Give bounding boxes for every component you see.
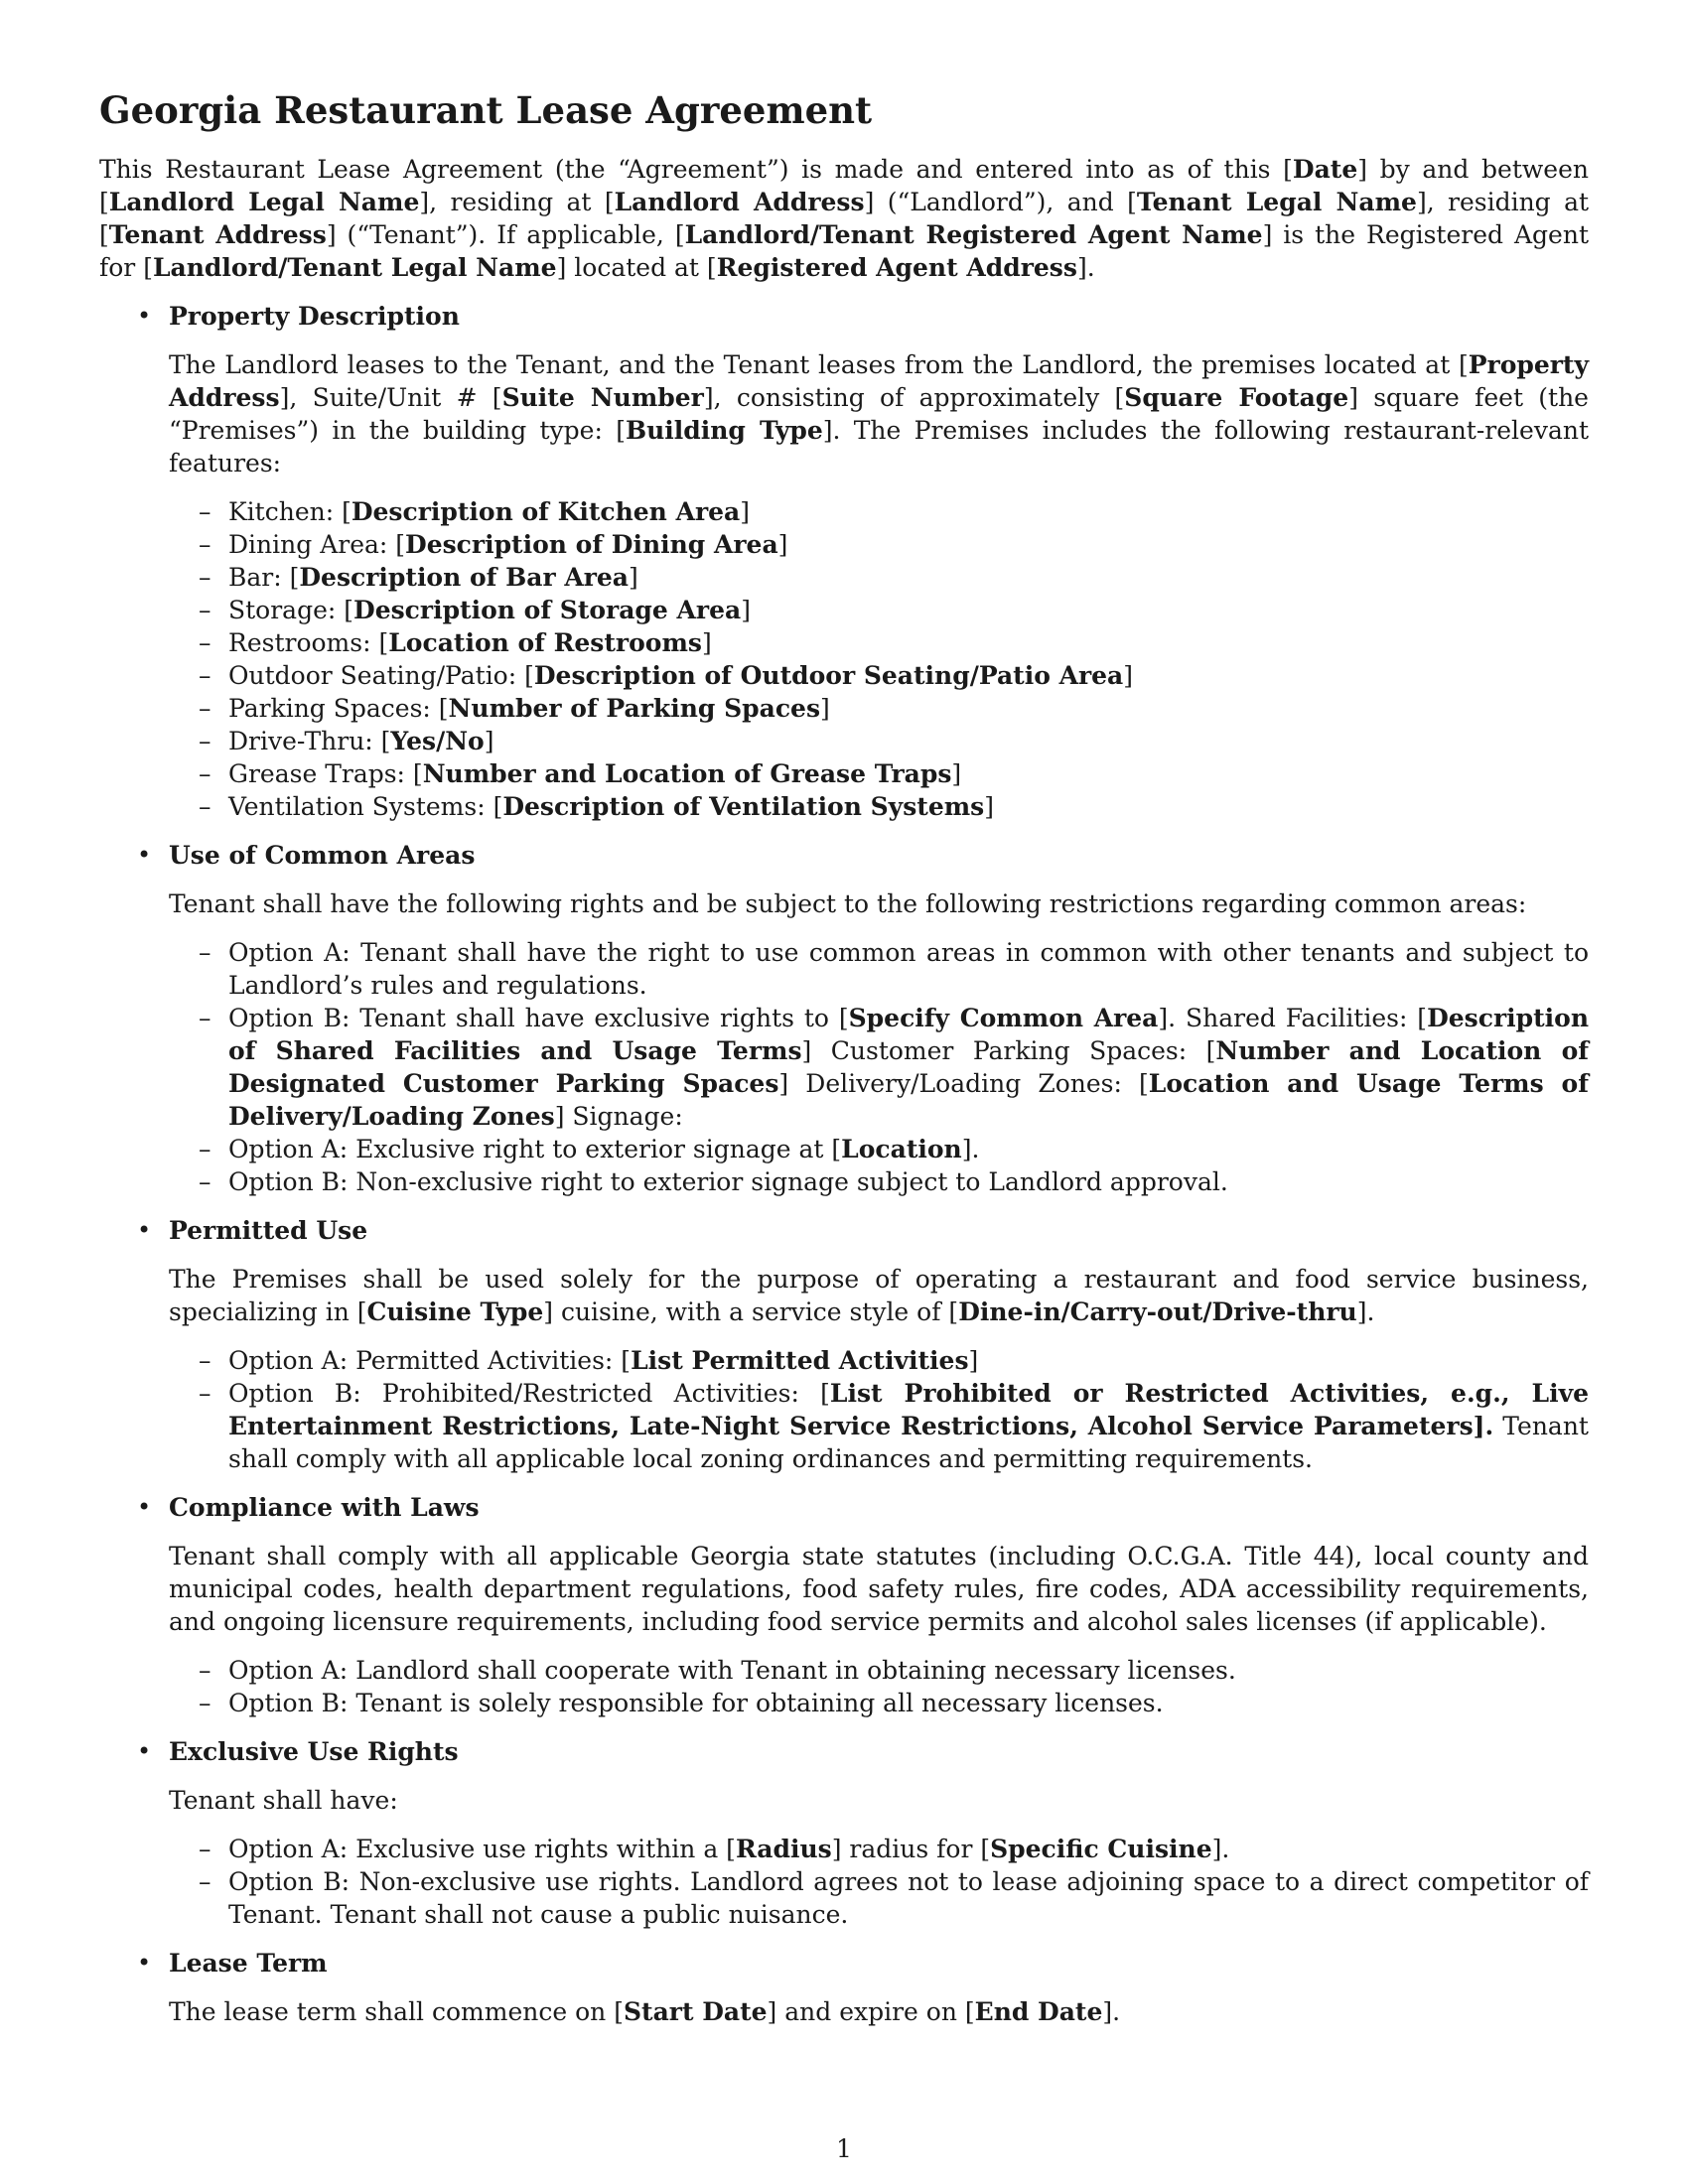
list-item [169,1865,1589,1931]
dash-marker: – [199,1867,211,1896]
section-title: Lease Term [169,1949,328,1978]
list-item [169,1165,1589,1198]
dash-marker: – [199,938,211,967]
text-run: Ventilation Systems: [ [228,792,503,821]
placeholder-field: Specify Common Area [848,1004,1159,1032]
dash-marker: – [199,727,211,755]
text-run: Grease Traps: [ [228,759,423,788]
list-item [169,594,1589,626]
placeholder-field: List Permitted Activities [631,1346,969,1375]
dash-marker: – [199,661,211,690]
placeholder-field: Date [1292,155,1358,184]
text-run: Tenant shall have: [169,1786,398,1815]
text-run: Option B: Non-exclusive right to exterior signage subject to Landlord approval. [228,1167,1228,1196]
dash-marker: – [199,628,211,657]
text-run: Option B: Tenant is solely responsible for obtaining all necessary licenses. [228,1689,1164,1717]
text-run: Kitchen: [ [228,497,352,526]
text-run: ], Suite/Unit # [ [279,383,502,412]
placeholder-field: Description of Kitchen Area [351,497,741,526]
text-run: ]. [961,1135,980,1163]
sub-item-list [169,936,1589,1198]
section-use-of-common-areas [99,839,1589,1198]
text-run: Dining Area: [ [228,530,406,559]
text-run: Option A: Exclusive right to exterior signage at [ [228,1135,842,1163]
text-run: ], consisting of approximately [ [703,383,1125,412]
text-run: Outdoor Seating/Patio: [ [228,661,534,690]
list-item [169,1133,1589,1165]
placeholder-field: List Prohibited or Restricted Activities, e.g., Live Entertainment Restrictions, Late-Night Service Restrictions, Alcohol Service Parameters]. [228,1379,1590,1440]
text-run: ] (“Landlord”), and [ [864,188,1137,216]
section-body [169,1540,1589,1638]
text-run: ], residing at [ [99,188,1590,249]
text-run: Option A: Landlord shall cooperate with Tenant in obtaining necessary licenses. [228,1656,1236,1685]
list-item [169,1687,1589,1719]
placeholder-field: Suite Number [501,383,704,412]
text-run: ] and expire on [ [767,1997,975,2026]
text-run: ] square feet (the “Premises”) in the building type: [ [169,383,1589,445]
placeholder-field: Location of Restrooms [388,628,702,657]
placeholder-field: End Date [974,1997,1103,2026]
placeholder-field: Location and Usage Terms of Delivery/Loading Zones [228,1069,1589,1131]
bullet-marker: • [137,302,152,330]
section-body [169,1995,1589,2028]
text-run: ]. [1356,1297,1375,1326]
list-item [169,1002,1589,1133]
placeholder-field: Dine-in/Carry-out/Drive-thru [958,1297,1357,1326]
text-run: ] [951,759,962,788]
list-item [169,1654,1589,1687]
text-run: Tenant shall comply with all applicable Georgia state statutes (including O.C.G.A. Title 44), local county and municipal codes, health department regulations, food safety rules, fire codes, ADA accessibility requirements, and ongoing licensure requirements, including food service permits and alcohol sales licenses (if applicable). [169,1542,1589,1636]
text-run: ] Signage: [554,1102,683,1131]
bullet-marker: • [137,1216,152,1244]
dash-marker: – [199,1835,211,1863]
dash-marker: – [199,1004,211,1032]
text-run: ] cuisine, with a service style of [ [543,1297,959,1326]
list-item [169,757,1589,790]
section-title: Compliance with Laws [169,1493,480,1522]
text-run: Option B: Prohibited/Restricted Activities: [ [228,1379,830,1408]
dash-marker: – [199,759,211,788]
placeholder-field: Radius [735,1835,832,1863]
page-number: 1 [836,2134,852,2163]
list-item [169,1377,1589,1475]
document-page [99,87,1589,2044]
dash-marker: – [199,694,211,723]
dash-marker: – [199,1379,211,1408]
text-run: ] [1123,661,1134,690]
text-run: Option B: Non-exclusive use rights. Landlord agrees not to lease adjoining space to a direct competitor of Tenant. Tenant shall not cause a public nuisance. [228,1867,1589,1929]
text-run: Option A: Permitted Activities: [ [228,1346,632,1375]
section-property-description [99,300,1589,823]
text-run: ] by and between [ [99,155,1589,216]
bullet-marker: • [137,841,152,869]
dash-marker: – [199,1656,211,1685]
list-item [169,725,1589,757]
text-run: The Premises shall be used solely for the purpose of operating a restaurant and food service business, specializing in [ [169,1265,1589,1326]
section-title: Property Description [169,302,460,331]
text-run: Storage: [ [228,596,354,624]
text-run: ], residing at [ [419,188,615,216]
text-run: Tenant shall comply with all applicable local zoning ordinances and permitting requirements. [228,1412,1589,1473]
text-run: This Restaurant Lease Agreement (the “Agreement”) is made and entered into as of this [ [99,155,1293,184]
placeholder-field: Description of Bar Area [299,563,629,592]
placeholder-field: Cuisine Type [366,1297,544,1326]
placeholder-field: Tenant Address [108,220,327,249]
section-lease-term [99,1947,1589,2028]
dash-marker: – [199,792,211,821]
sub-item-list [169,1344,1589,1475]
text-run: ]. [1211,1835,1230,1863]
placeholder-field: Specific Cuisine [990,1835,1212,1863]
text-run: ]. [1102,1997,1121,2026]
placeholder-field: Description of Shared Facilities and Usage Terms [228,1004,1589,1065]
dash-marker: – [199,563,211,592]
placeholder-field: Description of Outdoor Seating/Patio Area [533,661,1124,690]
section-body [169,348,1589,479]
text-run: Option A: Exclusive use rights within a [ [228,1835,736,1863]
placeholder-field: Landlord Address [614,188,865,216]
placeholder-field: Registered Agent Address [716,253,1077,282]
list-item [169,790,1589,823]
text-run: The lease term shall commence on [ [169,1997,624,2026]
text-run: ] located at [ [556,253,717,282]
list-item [169,1833,1589,1865]
document-title: Georgia Restaurant Lease Agreement [99,88,873,132]
section-body [169,1263,1589,1328]
text-run: Parking Spaces: [ [228,694,449,723]
text-run: ] [820,694,830,723]
intro-paragraph [99,153,1589,284]
section-compliance-with-laws [99,1491,1589,1719]
text-run: ] [984,792,995,821]
section-title: Use of Common Areas [169,841,476,870]
text-run: ] [777,530,788,559]
list-item [169,659,1589,692]
dash-marker: – [199,1135,211,1163]
text-run: ] (“Tenant”). If applicable, [ [326,220,685,249]
dash-marker: – [199,497,211,526]
list-item [169,936,1589,1002]
section-title: Exclusive Use Rights [169,1737,459,1766]
sub-item-list [169,1833,1589,1931]
text-run: ] Delivery/Loading Zones: [ [778,1069,1149,1098]
text-run: The Landlord leases to the Tenant, and the Tenant leases from the Landlord, the premises located at [ [169,350,1469,379]
text-run: ]. The Premises includes the following restaurant-relevant features: [169,416,1589,478]
dash-marker: – [199,1689,211,1717]
text-run: ] is the Registered Agent for [ [99,220,1589,282]
text-run: ]. Shared Facilities: [ [1158,1004,1428,1032]
text-run: ] [741,596,751,624]
text-run: ] [701,628,712,657]
text-run: ] Customer Parking Spaces: [ [801,1036,1216,1065]
text-run: ] [968,1346,979,1375]
dash-marker: – [199,596,211,624]
dash-marker: – [199,1346,211,1375]
text-run: ] radius for [ [831,1835,991,1863]
placeholder-field: Location [841,1135,962,1163]
placeholder-field: Description of Storage Area [353,596,742,624]
text-run: Drive-Thru: [ [228,727,391,755]
section-title: Permitted Use [169,1216,368,1245]
placeholder-field: Description of Dining Area [405,530,778,559]
placeholder-field: Square Footage [1124,383,1349,412]
sub-item-list [169,495,1589,823]
section-permitted-use [99,1214,1589,1475]
placeholder-field: Number of Parking Spaces [448,694,821,723]
section-body [169,1784,1589,1817]
placeholder-field: Number and Location of Grease Traps [422,759,952,788]
placeholder-field: Building Type [625,416,823,445]
text-run: ] [629,563,638,592]
placeholder-field: Landlord Legal Name [108,188,420,216]
list-item [169,1344,1589,1377]
text-run: ] [484,727,494,755]
list-item [169,528,1589,561]
bullet-marker: • [137,1737,152,1765]
text-run: ] [740,497,751,526]
section-list [99,300,1589,2028]
placeholder-field: Number and Location of Designated Customer Parking Spaces [228,1036,1589,1098]
placeholder-field: Property Address [169,350,1589,412]
dash-marker: – [199,530,211,559]
list-item [169,626,1589,659]
text-run: Option B: Tenant shall have exclusive rights to [ [228,1004,849,1032]
text-run: ]. [1076,253,1095,282]
list-item [169,561,1589,594]
section-exclusive-use-rights [99,1735,1589,1931]
placeholder-field: Start Date [623,1997,768,2026]
placeholder-field: Landlord/Tenant Registered Agent Name [684,220,1263,249]
placeholder-field: Description of Ventilation Systems [502,792,985,821]
text-run: Tenant shall have the following rights and be subject to the following restrictions regarding common areas: [169,889,1527,918]
text-run: Option A: Tenant shall have the right to use common areas in common with other tenants and subject to Landlord’s rules and regulations. [228,938,1589,1000]
bullet-marker: • [137,1493,152,1521]
bullet-marker: • [137,1949,152,1977]
list-item [169,692,1589,725]
placeholder-field: Tenant Legal Name [1136,188,1417,216]
text-run: Restrooms: [ [228,628,389,657]
sub-item-list [169,1654,1589,1719]
placeholder-field: Yes/No [390,727,485,755]
section-body [169,887,1589,920]
text-run: Bar: [ [228,563,300,592]
dash-marker: – [199,1167,211,1196]
list-item [169,495,1589,528]
placeholder-field: Landlord/Tenant Legal Name [152,253,557,282]
